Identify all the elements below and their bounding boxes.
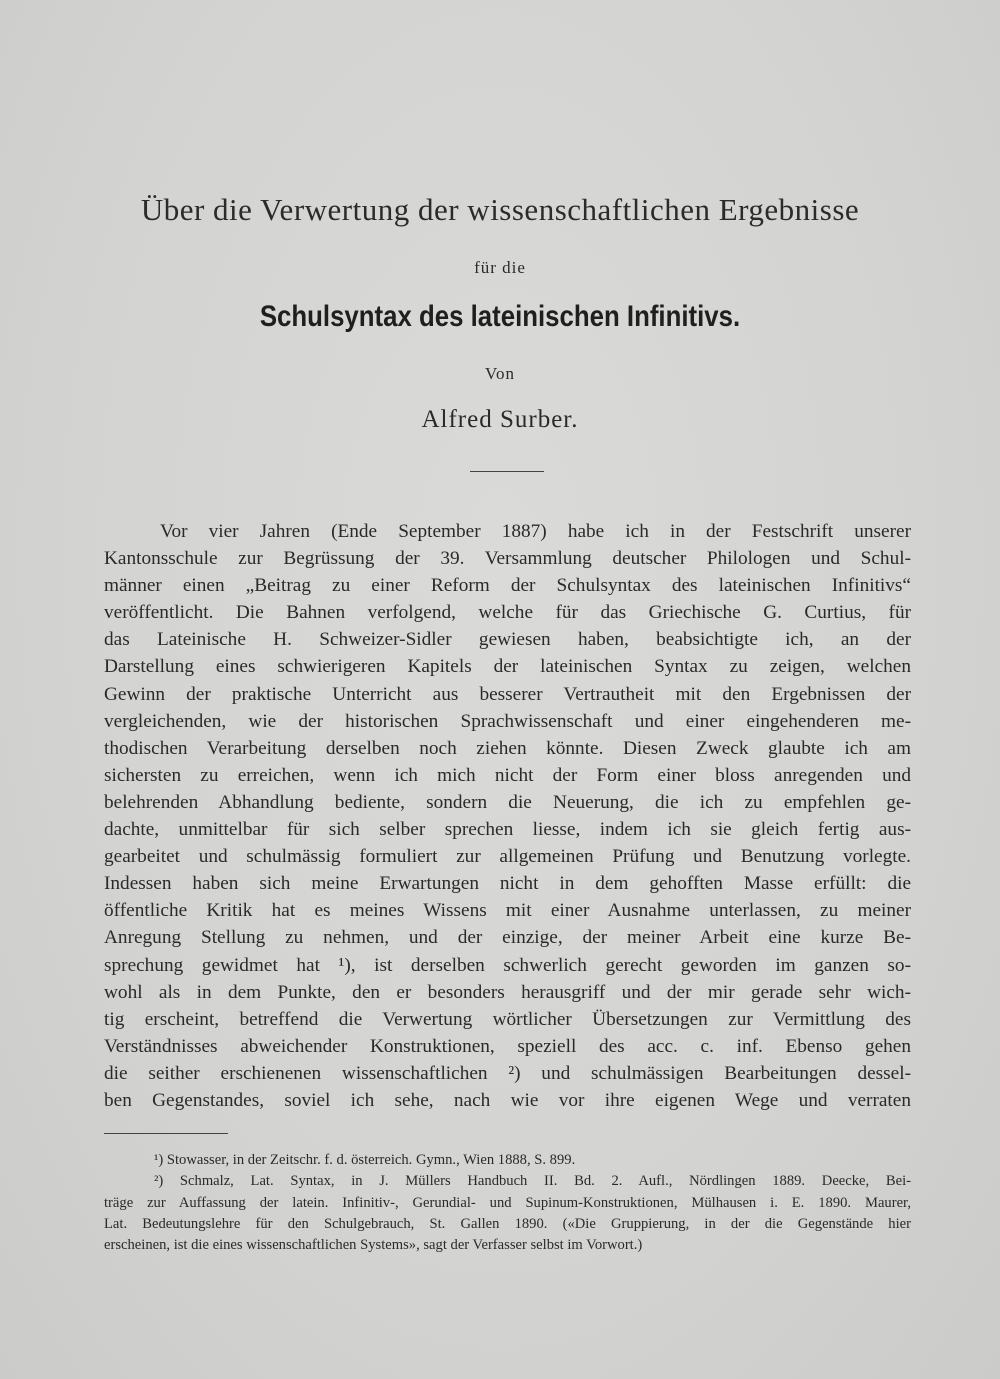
text-line: Anregung Stellung zu nehmen, und der einzige, der meiner Arbeit eine kurze Be- <box>104 927 911 949</box>
title-connector: für die <box>474 258 526 277</box>
footnote-2 <box>104 1171 911 1256</box>
text-line: Gewinn der praktische Unterricht aus besserer Vertrautheit mit den Ergebnissen der <box>104 683 911 705</box>
footnotes <box>104 1150 911 1256</box>
text-line: männer einen „Beitrag zu einer Reform der Schulsyntax des lateinischen Infinitivs“ <box>104 575 911 597</box>
byline-label: Von <box>484 364 516 383</box>
text-line: öffentliche Kritik hat es meines Wissens mit einer Ausnahme unterlassen, zu meiner <box>104 900 911 922</box>
text-line: Vor vier Jahren (Ende September 1887) habe ich in der Festschrift unserer <box>160 521 911 542</box>
text-line: gearbeitet und schulmässig formuliert zur allgemeinen Prüfung und Benutzung vorlegte. <box>104 846 911 868</box>
text-line: Kantonsschule zur Begrüssung der 39. Versammlung deutscher Philologen und Schul- <box>104 548 911 570</box>
footnote-line: ²) Schmalz, Lat. Syntax, in J. Müllers Handbuch II. Bd. 2. Aufl., Nördlingen 1889. Deecke, Bei- <box>154 1173 911 1190</box>
text-line: tig erscheint, betreffend die Verwertung wörtlicher Übersetzungen zur Vermittlung des <box>104 1008 911 1030</box>
footnote-1 <box>104 1150 911 1171</box>
text-line: wohl als in dem Punkte, den er besonders herausgriff und der mir gerade sehr wich- <box>104 981 911 1003</box>
text-line: Indessen haben sich meine Erwartungen nicht in dem gehofften Masse erfüllt: die <box>104 873 911 895</box>
body-paragraph <box>104 518 911 1114</box>
text-line: veröffentlicht. Die Bahnen verfolgend, welche für das Griechische G. Curtius, für <box>104 602 911 624</box>
title-divider <box>470 471 544 472</box>
text-line: sprechung gewidmet hat ¹), ist derselben schwerlich gerecht geworden im ganzen so- <box>104 954 911 976</box>
text-line: belehrenden Abhandlung bediente, sondern die Neuerung, die ich zu empfehlen ge- <box>104 791 911 813</box>
text-line: vergleichenden, wie der historischen Sprachwissenschaft und einer eingehenderen me- <box>104 710 911 732</box>
article-title: Über die Verwertung der wissenschaftlichen Ergebnisse <box>140 192 860 227</box>
text-line: Darstellung eines schwierigeren Kapitels der lateinischen Syntax zu zeigen, welchen <box>104 656 911 678</box>
text-line: thodischen Verarbeitung derselben noch ziehen könnte. Diesen Zweck glaubte ich am <box>104 737 911 759</box>
footnote-line: erscheinen, ist die eines wissenschaftlichen Systems», sagt der Verfasser selbst im Vorwort.) <box>104 1237 643 1254</box>
text-line: das Lateinische H. Schweizer-Sidler gewiesen haben, beabsichtigte ich, an der <box>104 629 911 651</box>
paragraph <box>104 518 911 1114</box>
footnote-line: ¹) Stowasser, in der Zeitschr. f. d. österreich. Gymn., Wien 1888, S. 899. <box>154 1152 576 1168</box>
footnote-line: Lat. Bedeutungslehre für den Schulgebrauch, St. Gallen 1890. («Die Gruppierung, in der die Gegenstände hier <box>104 1215 911 1232</box>
text-line: dachte, unmittelbar für sich selber sprechen liesse, indem ich sie gleich fertig aus- <box>104 819 911 841</box>
text-line: ben Gegenstandes, soviel ich sehe, nach wie vor ihre eigenen Wege und verraten <box>104 1089 911 1111</box>
text-line: Verständnisses abweichender Konstruktionen, speziell des acc. c. inf. Ebenso gehen <box>104 1035 911 1057</box>
text-line: sichersten zu erreichen, wenn ich mich nicht der Form einer bloss anregenden und <box>104 764 911 786</box>
article-subtitle: Schulsyntax des lateinischen Infinitivs. <box>259 300 741 333</box>
footnote-line: träge zur Auffassung der latein. Infinitiv-, Gerundial- und Supinum-Konstruktionen, Mülhausen i. E. 1890. Maurer, <box>104 1194 911 1211</box>
footnote-divider <box>104 1133 228 1134</box>
text-line: die seither erschienenen wissenschaftlichen ²) und schulmässigen Bearbeitungen dessel- <box>104 1062 911 1084</box>
author-name: Alfred Surber. <box>421 406 579 433</box>
